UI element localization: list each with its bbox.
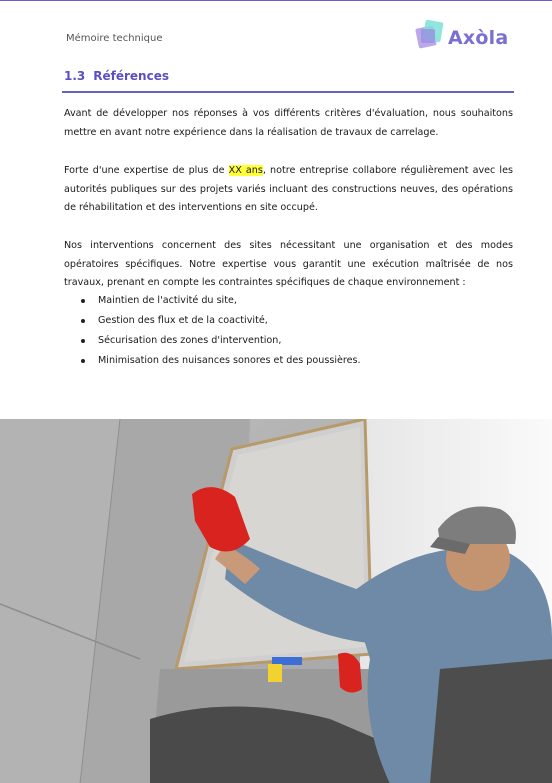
company-logo: [414, 17, 514, 53]
paragraph-interventions: Nos interventions concernent des sites nécessitant une organisation et des modes opératoires spécifiques. Notre expertise vous garantit une exécution maîtrisée de nos travaux, prenant en compte les contraintes spécifiques de chaque environnement :: [64, 240, 513, 288]
logo-mark-icon: [414, 17, 450, 53]
paragraph-expertise-start: Forte d'une expertise de plus de: [64, 165, 229, 176]
heading-underline: [62, 91, 514, 93]
document-type-label: Mémoire technique: [66, 33, 163, 44]
highlighted-years-placeholder: XX ans: [228, 165, 263, 176]
list-item: Maintien de l'activité du site,: [64, 291, 504, 311]
list-item: Minimisation des nuisances sonores et des poussières.: [64, 351, 504, 371]
section-heading: [64, 69, 169, 83]
tiler-worker-photo: [0, 419, 552, 783]
section-number: 1.3: [64, 69, 86, 83]
list-item: Gestion des flux et de la coactivité,: [64, 311, 504, 331]
logo-wordmark: Axòla: [448, 27, 509, 49]
paragraph-expertise: [64, 162, 513, 218]
section-title: Références: [93, 69, 169, 83]
paragraph-intro: Avant de développer nos réponses à vos différents critères d'évaluation, nous souhaitons mettre en avant notre expérience dans la réalisation de travaux de carrelage.: [64, 108, 513, 138]
list-item: Sécurisation des zones d'intervention,: [64, 331, 504, 351]
constraints-list: [64, 291, 504, 371]
paragraph-expertise-end: , notre entreprise collabore régulièrement avec les autorités publiques sur des projets variés incluant des constructions neuves, des opérations de réhabilitation et des interventions en site occupé.: [64, 165, 513, 213]
